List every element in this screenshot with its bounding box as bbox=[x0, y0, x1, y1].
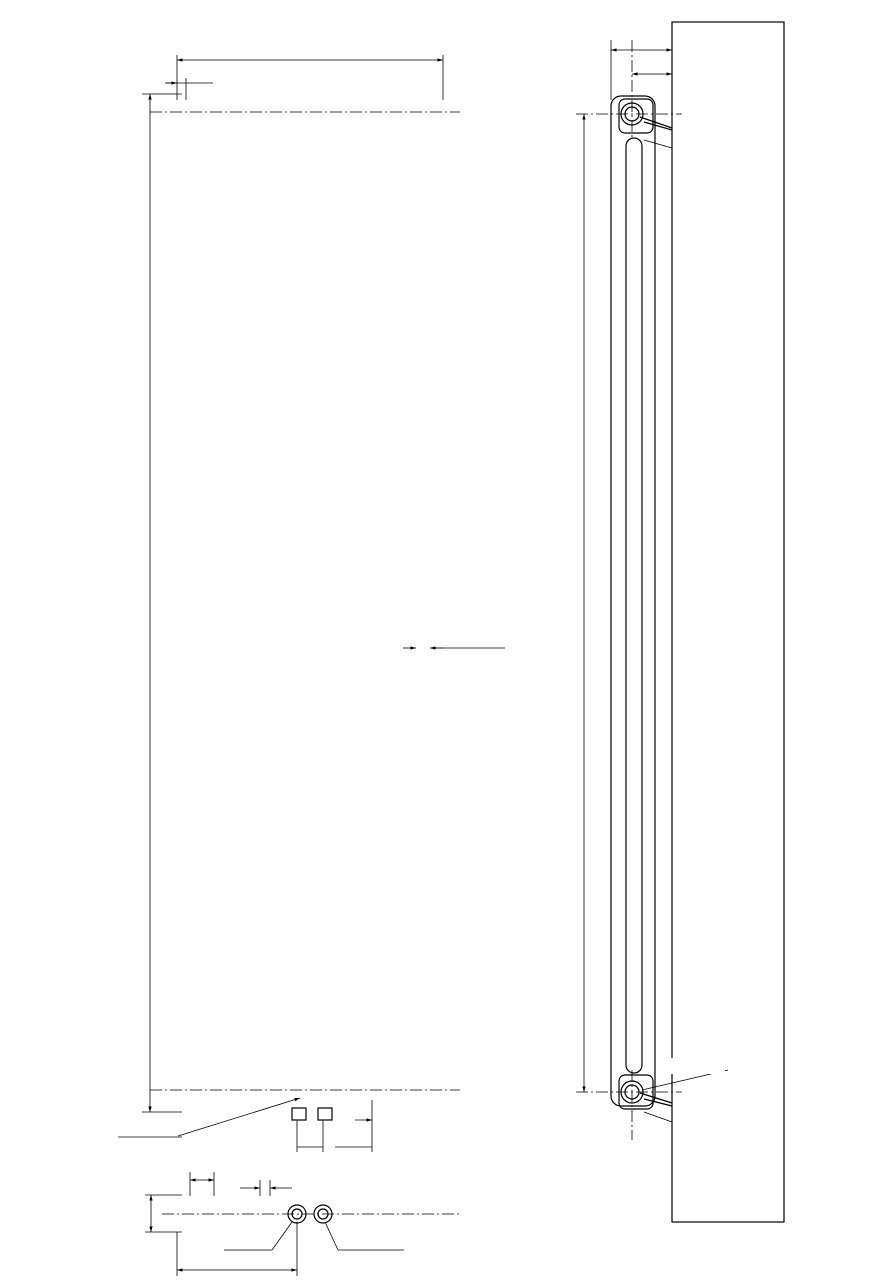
connection-diameter-callout bbox=[224, 1222, 292, 1250]
gap-dimension bbox=[240, 1180, 292, 1196]
wall-brackets bbox=[640, 117, 672, 1122]
depth-dimension bbox=[611, 40, 672, 100]
side-view bbox=[576, 22, 784, 1222]
end-offset-dimension bbox=[165, 78, 213, 100]
width-dimension bbox=[177, 55, 443, 100]
inlet-distance-dimension bbox=[177, 1222, 297, 1276]
inlet-offset-dimension bbox=[335, 1100, 372, 1152]
inlet-stubs bbox=[292, 1108, 332, 1120]
inlets-callout bbox=[325, 1222, 404, 1250]
brick-wall bbox=[672, 22, 784, 1222]
bottom-view bbox=[145, 1172, 460, 1276]
bottom-depth-dimension bbox=[145, 1195, 182, 1232]
front-view bbox=[118, 55, 505, 1152]
height-dimension bbox=[142, 94, 182, 1112]
inlet-spacing-dimension bbox=[297, 1120, 323, 1152]
radiator-side-profile bbox=[576, 40, 682, 1140]
blocker-callout bbox=[118, 1098, 300, 1137]
pitch-dimension bbox=[190, 1172, 214, 1196]
